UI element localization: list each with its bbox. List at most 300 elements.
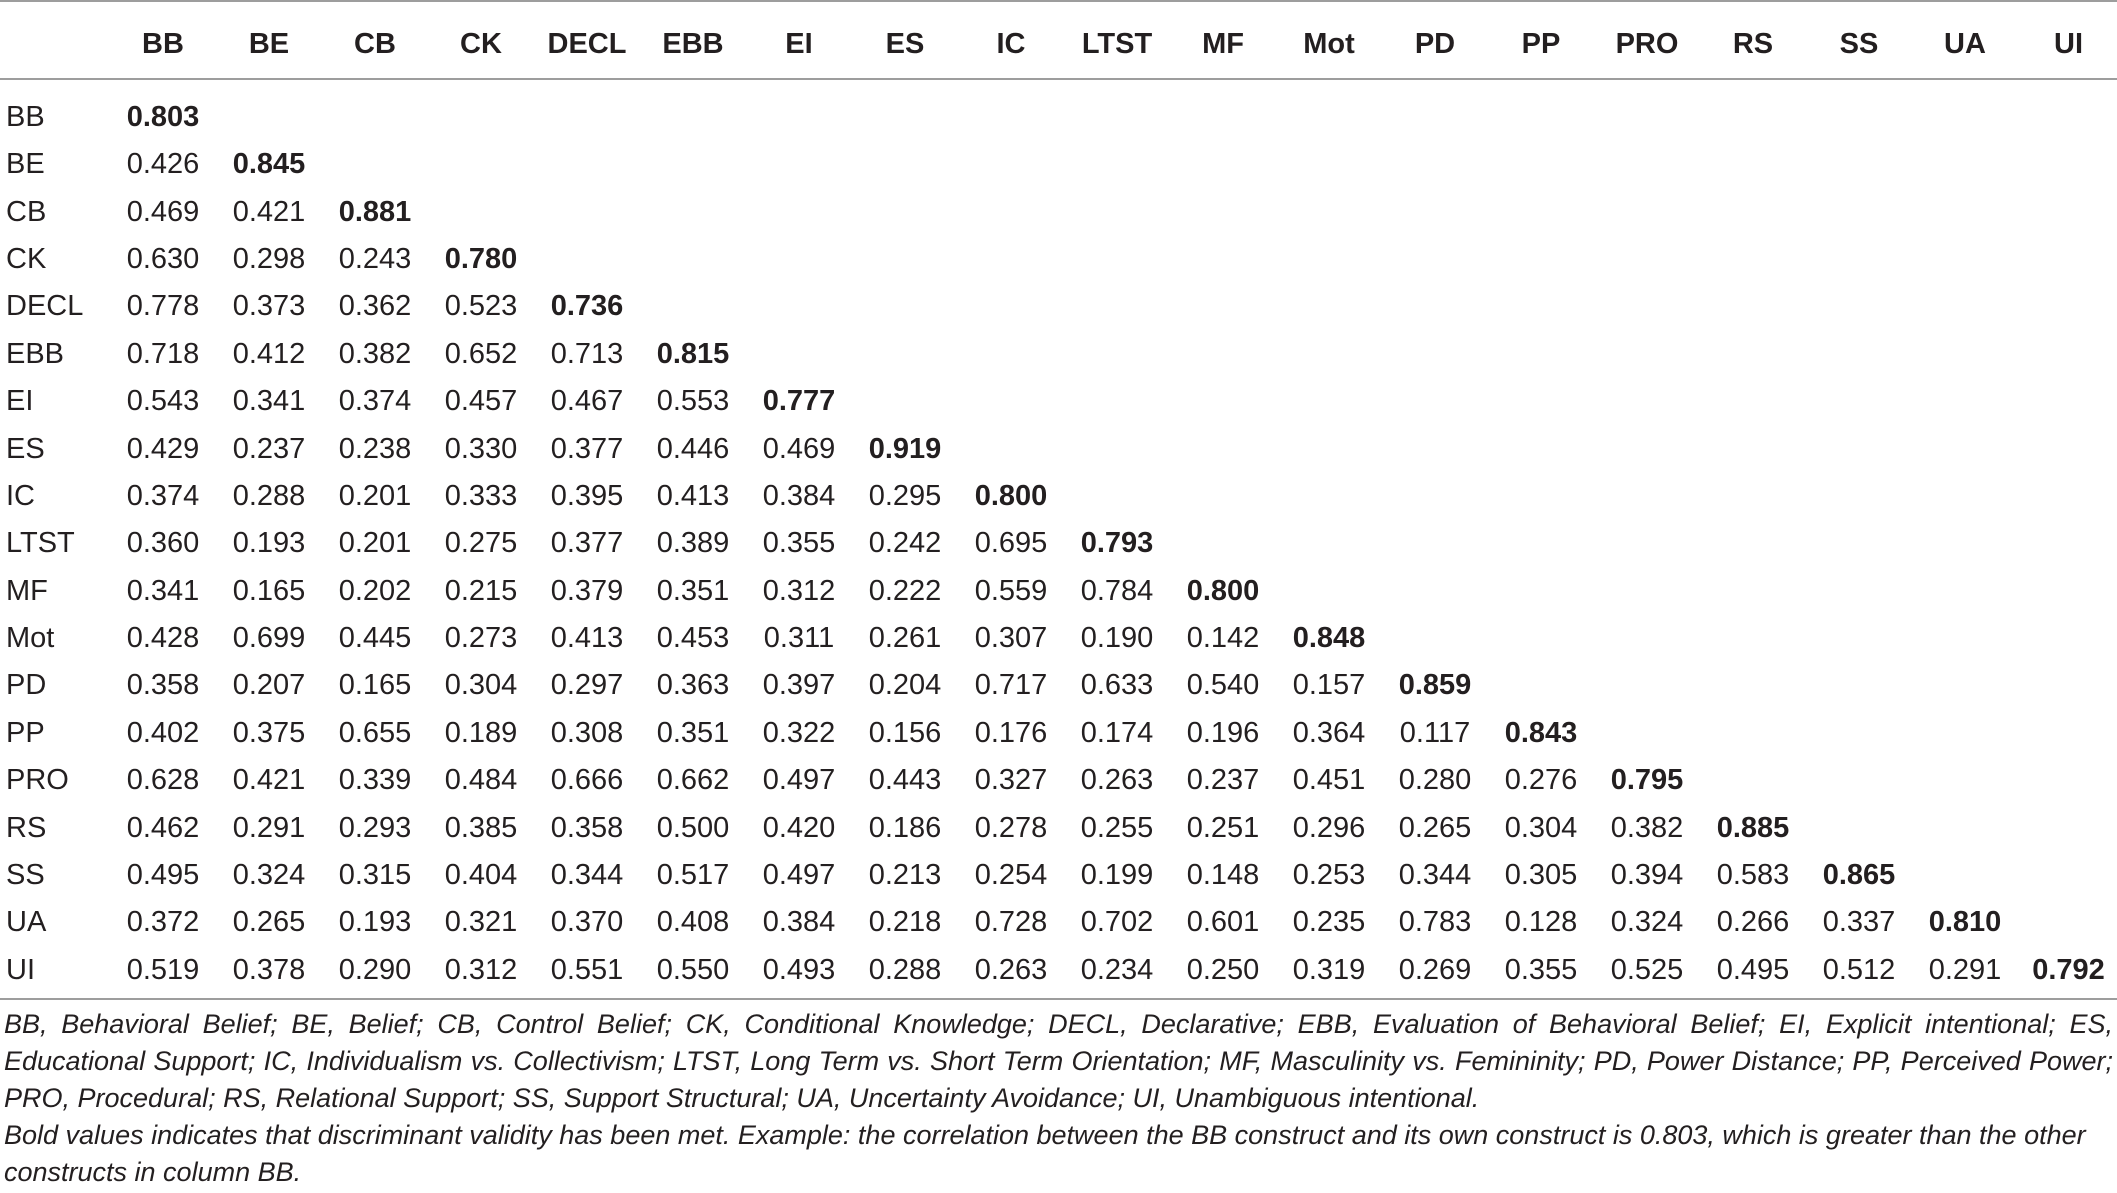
correlation-value: 0.290 [322,947,428,999]
row-label: DECL [6,290,84,323]
empty-cell [1382,79,1488,141]
correlation-value: 0.453 [656,622,730,655]
empty-cell [958,236,1064,283]
correlation-value: 0.374 [126,479,200,512]
row-label: UI [0,947,110,999]
empty-cell [746,236,852,283]
empty-cell [1488,79,1594,141]
diagonal-value: 0.843 [1504,716,1578,749]
empty-cell [1806,331,1912,378]
correlation-value: 0.341 [126,574,200,607]
empty-cell [640,283,746,330]
diagonal-value: 0.810 [1928,906,2002,939]
correlation-value: 0.402 [126,716,200,749]
empty-cell [2018,188,2117,235]
correlation-value: 0.176 [974,716,1048,749]
correlation-value: 0.308 [550,716,624,749]
empty-cell [1276,236,1382,283]
empty-cell [958,283,1064,330]
empty-cell [1700,141,1806,188]
empty-cell [1594,662,1700,709]
empty-cell [746,188,852,235]
correlation-value: 0.351 [656,716,730,749]
correlation-value: 0.633 [1080,669,1154,702]
correlation-value: 0.237 [1186,764,1260,797]
empty-cell [1700,473,1806,520]
correlation-value: 0.196 [1186,716,1260,749]
empty-cell [1912,520,2018,567]
empty-cell [1700,520,1806,567]
correlation-value: 0.255 [1080,811,1154,844]
correlation-value: 0.237 [232,432,306,465]
row-label: MF [6,574,48,607]
empty-cell [1170,141,1276,188]
row-label: IC [6,479,35,512]
empty-cell [1806,188,1912,235]
empty-cell [1276,283,1382,330]
empty-cell [1064,425,1170,472]
correlation-value: 0.358 [126,669,200,702]
empty-cell [1912,662,2018,709]
empty-cell [1700,425,1806,472]
correlation-value: 0.512 [1806,947,1912,999]
column-header: BE [216,1,322,79]
empty-cell [1382,236,1488,283]
empty-cell [428,141,534,188]
correlation-value: 0.408 [656,906,730,939]
correlation-value: 0.222 [868,574,942,607]
column-header: LTST [1064,1,1170,79]
empty-cell [1700,283,1806,330]
correlation-value: 0.358 [550,811,624,844]
empty-cell [1382,283,1488,330]
empty-cell [1700,236,1806,283]
correlation-value: 0.307 [974,622,1048,655]
empty-cell [1488,473,1594,520]
empty-cell [640,79,746,141]
correlation-value: 0.517 [656,859,730,892]
table-row [0,615,2117,662]
correlation-value: 0.324 [1610,906,1684,939]
correlation-value: 0.421 [232,195,306,228]
empty-cell [640,188,746,235]
diagonal-value: 0.881 [338,195,412,228]
empty-cell [1488,615,1594,662]
correlation-value: 0.201 [338,479,412,512]
table-row [0,283,2117,330]
correlation-value: 0.186 [868,811,942,844]
correlation-value: 0.235 [1292,906,1366,939]
correlation-value: 0.374 [338,385,412,418]
correlation-value: 0.363 [656,669,730,702]
empty-cell [2018,473,2117,520]
row-label: EBB [6,337,65,370]
correlation-value: 0.378 [216,947,322,999]
correlation-value: 0.324 [232,859,306,892]
correlation-value: 0.218 [868,906,942,939]
row-label: PP [6,716,45,749]
empty-cell [1912,757,2018,804]
diagonal-value: 0.803 [126,101,200,133]
correlation-value: 0.462 [126,811,200,844]
empty-cell [1806,236,1912,283]
empty-cell [1700,710,1806,757]
correlation-value: 0.165 [232,574,306,607]
correlation-value: 0.695 [974,527,1048,560]
empty-cell [534,188,640,235]
correlation-value: 0.189 [444,716,518,749]
correlation-value: 0.467 [550,385,624,418]
correlation-value: 0.394 [1610,859,1684,892]
correlation-value: 0.370 [550,906,624,939]
empty-cell [2018,425,2117,472]
empty-cell [640,141,746,188]
correlation-value: 0.551 [534,947,640,999]
empty-cell [852,378,958,425]
correlation-value: 0.207 [232,669,306,702]
correlation-value: 0.213 [868,859,942,892]
correlation-value: 0.204 [868,669,942,702]
empty-cell [1700,79,1806,141]
empty-cell [1382,615,1488,662]
correlation-value: 0.543 [126,385,200,418]
empty-cell [1382,141,1488,188]
empty-cell [1382,378,1488,425]
column-header: UA [1912,1,2018,79]
column-header: BB [110,1,216,79]
empty-cell [1700,568,1806,615]
row-label: EI [6,385,34,418]
correlation-value: 0.157 [1292,669,1366,702]
row-label: BB [6,101,45,133]
correlation-value: 0.377 [550,527,624,560]
empty-cell [1700,188,1806,235]
correlation-value: 0.718 [126,337,200,370]
correlation-value: 0.296 [1292,811,1366,844]
diagonal-value: 0.919 [868,432,942,465]
correlation-value: 0.426 [126,148,200,181]
diagonal-value: 0.793 [1080,527,1154,560]
correlation-value: 0.372 [126,906,200,939]
empty-cell [2018,804,2117,851]
correlation-value: 0.404 [444,859,518,892]
correlation-value: 0.344 [1398,859,1472,892]
empty-cell [1488,141,1594,188]
column-header: EBB [640,1,746,79]
empty-cell [1912,568,2018,615]
empty-cell [2018,378,2117,425]
correlation-value: 0.375 [232,716,306,749]
column-header: PRO [1594,1,1700,79]
correlation-value: 0.288 [852,947,958,999]
correlation-value: 0.420 [762,811,836,844]
empty-cell [1806,141,1912,188]
correlation-value: 0.495 [126,859,200,892]
empty-cell [1382,473,1488,520]
empty-cell [1912,79,2018,141]
correlation-value: 0.156 [868,716,942,749]
table-row [0,852,2117,899]
column-header: UI [2018,1,2117,79]
empty-cell [1912,283,2018,330]
empty-cell [1064,236,1170,283]
correlation-value: 0.193 [232,527,306,560]
empty-cell [1594,378,1700,425]
correlation-value: 0.523 [444,290,518,323]
empty-cell [958,141,1064,188]
correlation-value: 0.269 [1382,947,1488,999]
column-header: CB [322,1,428,79]
correlation-value: 0.199 [1080,859,1154,892]
empty-cell [1064,473,1170,520]
empty-cell [2018,757,2117,804]
correlation-value: 0.445 [338,622,412,655]
correlation-value: 0.382 [1610,811,1684,844]
empty-cell [2018,662,2117,709]
correlation-value: 0.202 [338,574,412,607]
empty-cell [1488,378,1594,425]
empty-cell [1806,568,1912,615]
correlation-value: 0.553 [656,385,730,418]
empty-cell [1170,79,1276,141]
diagonal-value: 0.736 [550,290,624,323]
correlation-value: 0.234 [1064,947,1170,999]
empty-cell [1912,710,2018,757]
correlation-value: 0.330 [444,432,518,465]
table-row [0,899,2117,946]
column-header: PP [1488,1,1594,79]
correlation-value: 0.148 [1186,859,1260,892]
correlation-value: 0.265 [232,906,306,939]
diagonal-value: 0.800 [1186,574,1260,607]
correlation-value: 0.250 [1170,947,1276,999]
correlation-value: 0.311 [763,622,835,655]
empty-cell [1064,331,1170,378]
empty-cell [1594,568,1700,615]
correlation-value: 0.389 [656,527,730,560]
correlation-value: 0.443 [868,764,942,797]
empty-cell [1064,188,1170,235]
abbreviations-footnote: BB, Behavioral Belief; BE, Belief; CB, Control Belief; CK, Conditional Knowledge; DECL, Declarative; EBB, Evaluation of Behavioral Belief; EI, Explicit intentional; ES, Educational Support; IC, Individualism vs. Collectivism; LTST, Long Term vs. Short Term Orientation; MF, Masculinity vs. Femininity; PD, Power Distance; PP, Perceived Power; PRO, Procedural; RS, Relational Support; SS, Support Structural; UA, Uncertainty Avoidance; UI, Unambiguous intentional. [4,1008,2113,1113]
correlation-value: 0.446 [656,432,730,465]
empty-cell [2018,79,2117,141]
empty-cell [2018,899,2117,946]
correlation-value: 0.201 [338,527,412,560]
correlation-value: 0.428 [126,622,200,655]
empty-cell [2018,520,2117,567]
empty-cell [1064,141,1170,188]
empty-cell [2018,568,2117,615]
table-row [0,568,2117,615]
table-header [0,1,2117,79]
correlation-value: 0.265 [1398,811,1472,844]
correlation-value: 0.142 [1186,622,1260,655]
correlation-value: 0.495 [1700,947,1806,999]
correlation-value: 0.601 [1186,906,1260,939]
empty-cell [958,331,1064,378]
empty-cell [1276,520,1382,567]
correlation-value: 0.421 [232,764,306,797]
correlation-value: 0.469 [126,195,200,228]
empty-cell [1170,283,1276,330]
correlation-value: 0.322 [762,716,836,749]
empty-cell [1382,425,1488,472]
correlation-value: 0.540 [1186,669,1260,702]
diagonal-value: 0.865 [1822,859,1896,892]
empty-cell [1382,331,1488,378]
empty-cell [1594,283,1700,330]
empty-cell [958,378,1064,425]
correlation-value: 0.266 [1716,906,1790,939]
correlation-value: 0.377 [550,432,624,465]
column-header: SS [1806,1,1912,79]
diagonal-value: 0.777 [762,385,836,418]
empty-cell [216,79,322,141]
correlation-value: 0.174 [1080,716,1154,749]
correlation-value: 0.319 [1276,947,1382,999]
empty-cell [852,141,958,188]
empty-cell [1276,141,1382,188]
empty-cell [958,425,1064,472]
empty-cell [1806,520,1912,567]
correlation-value: 0.666 [550,764,624,797]
diagonal-value: 0.848 [1292,622,1366,655]
empty-cell [1700,615,1806,662]
empty-cell [1488,236,1594,283]
empty-cell [1488,283,1594,330]
correlation-value: 0.384 [762,479,836,512]
correlation-value: 0.500 [656,811,730,844]
correlation-value: 0.242 [868,527,942,560]
empty-cell [958,79,1064,141]
correlation-value: 0.628 [126,764,200,797]
empty-cell [958,188,1064,235]
correlation-value: 0.339 [338,764,412,797]
correlation-value: 0.717 [974,669,1048,702]
correlation-value: 0.333 [444,479,518,512]
table-body [0,79,2117,999]
empty-cell [1912,236,2018,283]
row-label: CB [6,195,47,228]
correlation-value: 0.397 [762,669,836,702]
correlation-value: 0.278 [974,811,1048,844]
column-header: IC [958,1,1064,79]
correlation-value: 0.655 [338,716,412,749]
correlation-value: 0.305 [1504,859,1578,892]
row-label: SS [6,859,45,892]
empty-cell [1594,236,1700,283]
empty-cell [1912,141,2018,188]
correlation-value: 0.583 [1716,859,1790,892]
correlation-value: 0.630 [126,242,200,275]
diagonal-value: 0.845 [232,148,306,181]
correlation-value: 0.304 [1504,811,1578,844]
empty-cell [1594,331,1700,378]
correlation-value: 0.559 [974,574,1048,607]
empty-cell [852,283,958,330]
empty-cell [1170,473,1276,520]
correlation-value: 0.215 [444,574,518,607]
empty-cell [746,141,852,188]
correlation-value: 0.497 [762,764,836,797]
correlation-value: 0.304 [444,669,518,702]
table-row [0,473,2117,520]
correlation-value: 0.379 [550,574,624,607]
table-row [0,662,2117,709]
diagonal-value: 0.815 [656,337,730,370]
row-label: Mot [6,622,55,655]
table-row [0,710,2117,757]
correlation-value: 0.295 [868,479,942,512]
empty-cell [1912,425,2018,472]
column-header: EI [746,1,852,79]
row-label: LTST [6,527,75,560]
empty-cell [2018,331,2117,378]
diagonal-value: 0.800 [974,479,1048,512]
table-row [0,188,2117,235]
empty-cell [322,141,428,188]
correlation-value: 0.385 [444,811,518,844]
row-label: RS [6,811,47,844]
correlation-value: 0.165 [338,669,412,702]
empty-cell [1488,331,1594,378]
empty-cell [2018,852,2117,899]
row-label: CK [6,242,47,275]
empty-cell [1912,188,2018,235]
empty-cell [1594,520,1700,567]
correlation-value: 0.275 [444,527,518,560]
empty-cell [1806,662,1912,709]
empty-cell [1700,662,1806,709]
correlation-value: 0.702 [1080,906,1154,939]
correlation-value: 0.293 [338,811,412,844]
empty-cell [534,79,640,141]
empty-cell [1064,283,1170,330]
correlation-value: 0.550 [640,947,746,999]
correlation-value: 0.355 [762,527,836,560]
correlation-value: 0.344 [550,859,624,892]
empty-cell [1488,188,1594,235]
empty-cell [1276,331,1382,378]
correlation-value: 0.190 [1080,622,1154,655]
correlation-value: 0.117 [1399,716,1471,749]
correlation-value: 0.778 [126,290,200,323]
correlation-value: 0.652 [444,337,518,370]
correlation-value: 0.291 [1912,947,2018,999]
empty-cell [1382,520,1488,567]
header-row [0,1,2117,79]
column-header: MF [1170,1,1276,79]
empty-cell [1700,757,1806,804]
correlation-value: 0.355 [1488,947,1594,999]
correlation-value: 0.253 [1292,859,1366,892]
correlation-value: 0.384 [762,906,836,939]
empty-cell [1382,568,1488,615]
column-header: Mot [1276,1,1382,79]
empty-cell [1806,79,1912,141]
correlation-value: 0.493 [746,947,852,999]
diagonal-value: 0.885 [1716,811,1790,844]
empty-cell [1276,425,1382,472]
empty-cell [1700,331,1806,378]
correlation-value: 0.662 [656,764,730,797]
empty-cell [1170,378,1276,425]
empty-cell [1806,473,1912,520]
column-header: RS [1700,1,1806,79]
column-header: PD [1382,1,1488,79]
table-row [0,331,2117,378]
empty-cell [322,79,428,141]
